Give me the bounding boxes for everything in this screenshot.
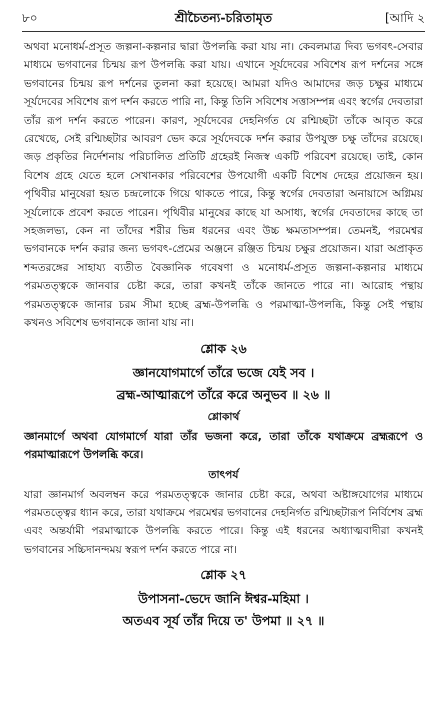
section-marker: [আদি ২ [384,11,425,25]
purport-continued: অথবা মনোধর্ম-প্রসূত জল্পনা-কল্পনার দ্বারা উপলব্ধি করা যায় না। কেবলমাত্র দিব্য ভগবৎ-সেবার মাধ্যমে ভগবানের চিন্ময় রূপ উপলব্ধি করা যায়। এখানে সূর্যদেবের সবিশেষ রূপ দর্শনের সঙ্গে ভগবানের চিন্ময় রূপ দর্শনের তুলনা করা হয়েছে। আমরা যদিও আমাদের জড় চক্ষুর মাধ্যমে সূর্যদেবের সবিশেষ রূপ দর্শন করতে পারি না, কিন্তু তিনি সবিশেষ সত্তাসম্পন্ন এবং স্বর্গের দেবতারা তাঁর রূপ দর্শন করতে পারেন। কারণ, সূর্যদেবের দেহনির্গত যে রশ্মিচ্ছটা তাঁকে আবৃত করে রেখেছে, সেই রশ্মিচ্ছটার আবরণ ভেদ করে সূর্যদেবকে দর্শন করার উপযুক্ত চক্ষু তাঁদের রয়েছে। জড় প্রকৃতির নির্দেশনায় পরিচালিত প্রতিটি গ্রহেরই নিজস্ব একটি পরিবেশ রয়েছে। তাই, কোন বিশেষ গ্রহে যেতে হলে সেখানকার পরিবেশের উপযোগী একটি বিশেষ দেহের প্রয়োজন হয়। পৃথিবীর মানুষেরা হয়ত চন্দ্রলোকে গিয়ে থাকতে পারে, কিন্তু স্বর্গের দেবতারা অনায়াসে অগ্নিময় সূর্যলোকে প্রবেশ করতে পারেন। পৃথিবীর মানুষের কাছে যা অসাধ্য, স্বর্গের দেবতাদের কাছে তা সহজলভ্য, কেন না তাঁদের শরীর ভিন্ন ধরনের এবং উচ্চ ক্ষমতাসম্পন্ন। তেমনই, পরমেশ্বর ভগবানকে দর্শন করার জন্য ভগবৎ-প্রেমের অঞ্জনে রঞ্জিত চিন্ময় চক্ষুর প্রয়োজন। যারা অপ্রাকৃত শব্দতরঙ্গের সাহায্য ব্যতীত বৈজ্ঞানিক গবেষণা ও মনোধর্ম-প্রসূত জল্পনা-কল্পনার মাধ্যমে পরমতত্ত্বকে জানবার চেষ্টা করে, তারা কখনই তাঁকে জানতে পারে না। আরোহ পন্থায় পরমতত্ত্বকে জানার চরম সীমা হচ্ছে ব্রহ্ম-উপলব্ধি ও পরমাত্মা-উপলব্ধি, কিন্তু সেই পন্থায় কখনও সবিশেষ ভগবানকে জানা যায় না। [24,41,423,330]
verse-26-purport-heading: তাৎপর্য [208,468,239,481]
page-body [24,38,423,632]
verse-26-translation: জ্ঞানমার্গে অথবা যোগমার্গে যারা তাঁর ভজনা করে, তারা তাঁকে যথাক্রমে ব্রহ্মরূপে ও পরমাত্মারূপে উপলব্ধি করে। [24,429,423,461]
verse-26-translation-heading: শ্লোকার্থ [207,410,240,423]
verse-27-heading: শ্লোক ২৭ [200,567,247,583]
verse-26-purport: যারা জ্ঞানমার্গ অবলম্বন করে পরমতত্ত্বকে জানার চেষ্টা করে, অথবা অষ্টাঙ্গযোগের মাধ্যমে পরমতত্ত্বের ধ্যান করে, তারা যথাক্রমে পরমেশ্বর ভগবানের দেহনির্গত রশ্মিচ্ছটারূপ নির্বিশেষ ব্রহ্ম এবং অন্তর্যামী পরমাত্মাকে উপলব্ধি করতে পারে। কিন্তু এই ধরনের অধ্যাত্মবাদীরা কখনই ভগবানের সচ্চিদানন্দময় স্বরূপ দর্শন করতে পারে না। [24,488,423,556]
header-rule [22,31,425,32]
verse-26-line-2: ব্রহ্ম-আত্মারূপে তাঁরে করে অনুভব ॥ ২৬ ॥ [116,386,331,402]
verse-26-line-1: জ্ঞানযোগমার্গে তাঁরে ভজে যেই সব । [132,364,315,380]
verse-27-line-2: অতএব সূর্য তাঁর দিয়ে ত' উপমা ॥ ২৭ ॥ [122,613,325,629]
page-number: ৮০ [22,11,38,25]
verse-26-heading: শ্লোক ২৬ [200,340,247,356]
page-header [22,10,425,30]
verse-27-line-1: উপাসনা-ভেদে জানি ঈশ্বর-মহিমা । [138,591,309,607]
book-title: শ্রীচৈতন্য-চরিতামৃত [174,10,273,25]
